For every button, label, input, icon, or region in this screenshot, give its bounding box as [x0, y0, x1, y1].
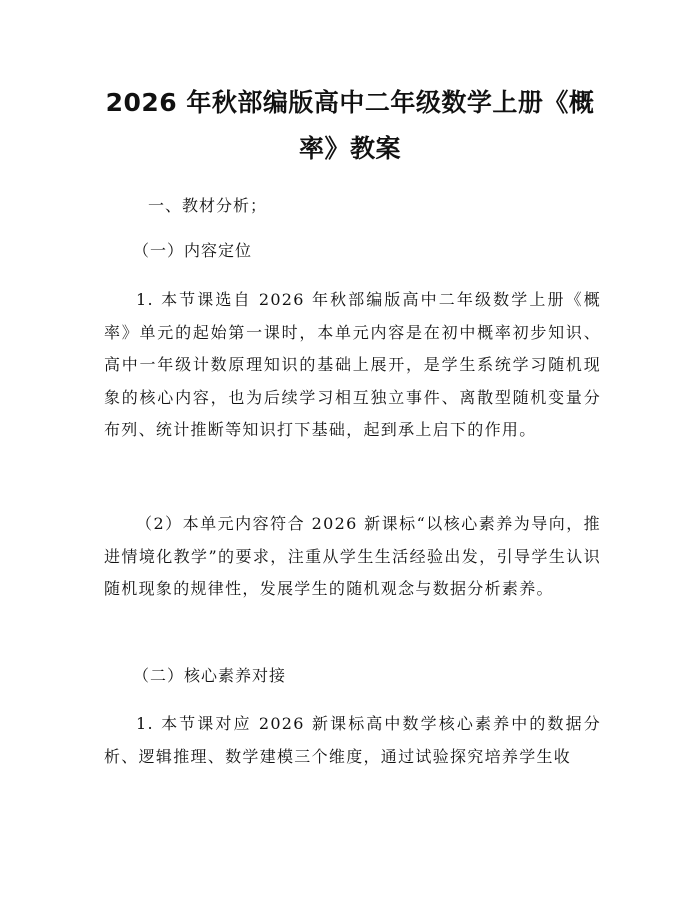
subsection-heading-core-literacy: （二）核心素养对接 [133, 666, 287, 685]
document-title-line-2: 率》教案 [298, 134, 401, 163]
paragraph-content-positioning-1: 1. 本节课选自 2026 年秋部编版高中二年级数学上册《概率》单元的起始第一课时，本单元内容是在初中概率初步知识、高中一年级计数原理知识的基础上展开，是学生系统学习随机现象的核心内容，也为后续学习相互独立事件、离散型随机变量分布列、统计推断等知识打下基础，起到承上启下的作用。 [104, 290, 601, 439]
section-heading-textbook-analysis: 一、教材分析； [148, 196, 268, 215]
document-title-line-1: 2026 年秋部编版高中二年级数学上册《概 [105, 88, 595, 117]
paragraph-core-literacy-1: 1. 本节课对应 2026 新课标高中数学核心素养中的数据分析、逻辑推理、数学建模三个维度，通过试验探究培养学生收 [104, 714, 601, 766]
subsection-heading-content-positioning: （一）内容定位 [133, 241, 253, 260]
paragraph-content-positioning-2: （2）本单元内容符合 2026 新课标“以核心素养为导向，推进情境化教学”的要求，注重从学生生活经验出发，引导学生认识随机现象的规律性，发展学生的随机观念与数据分析素养。 [104, 514, 601, 598]
